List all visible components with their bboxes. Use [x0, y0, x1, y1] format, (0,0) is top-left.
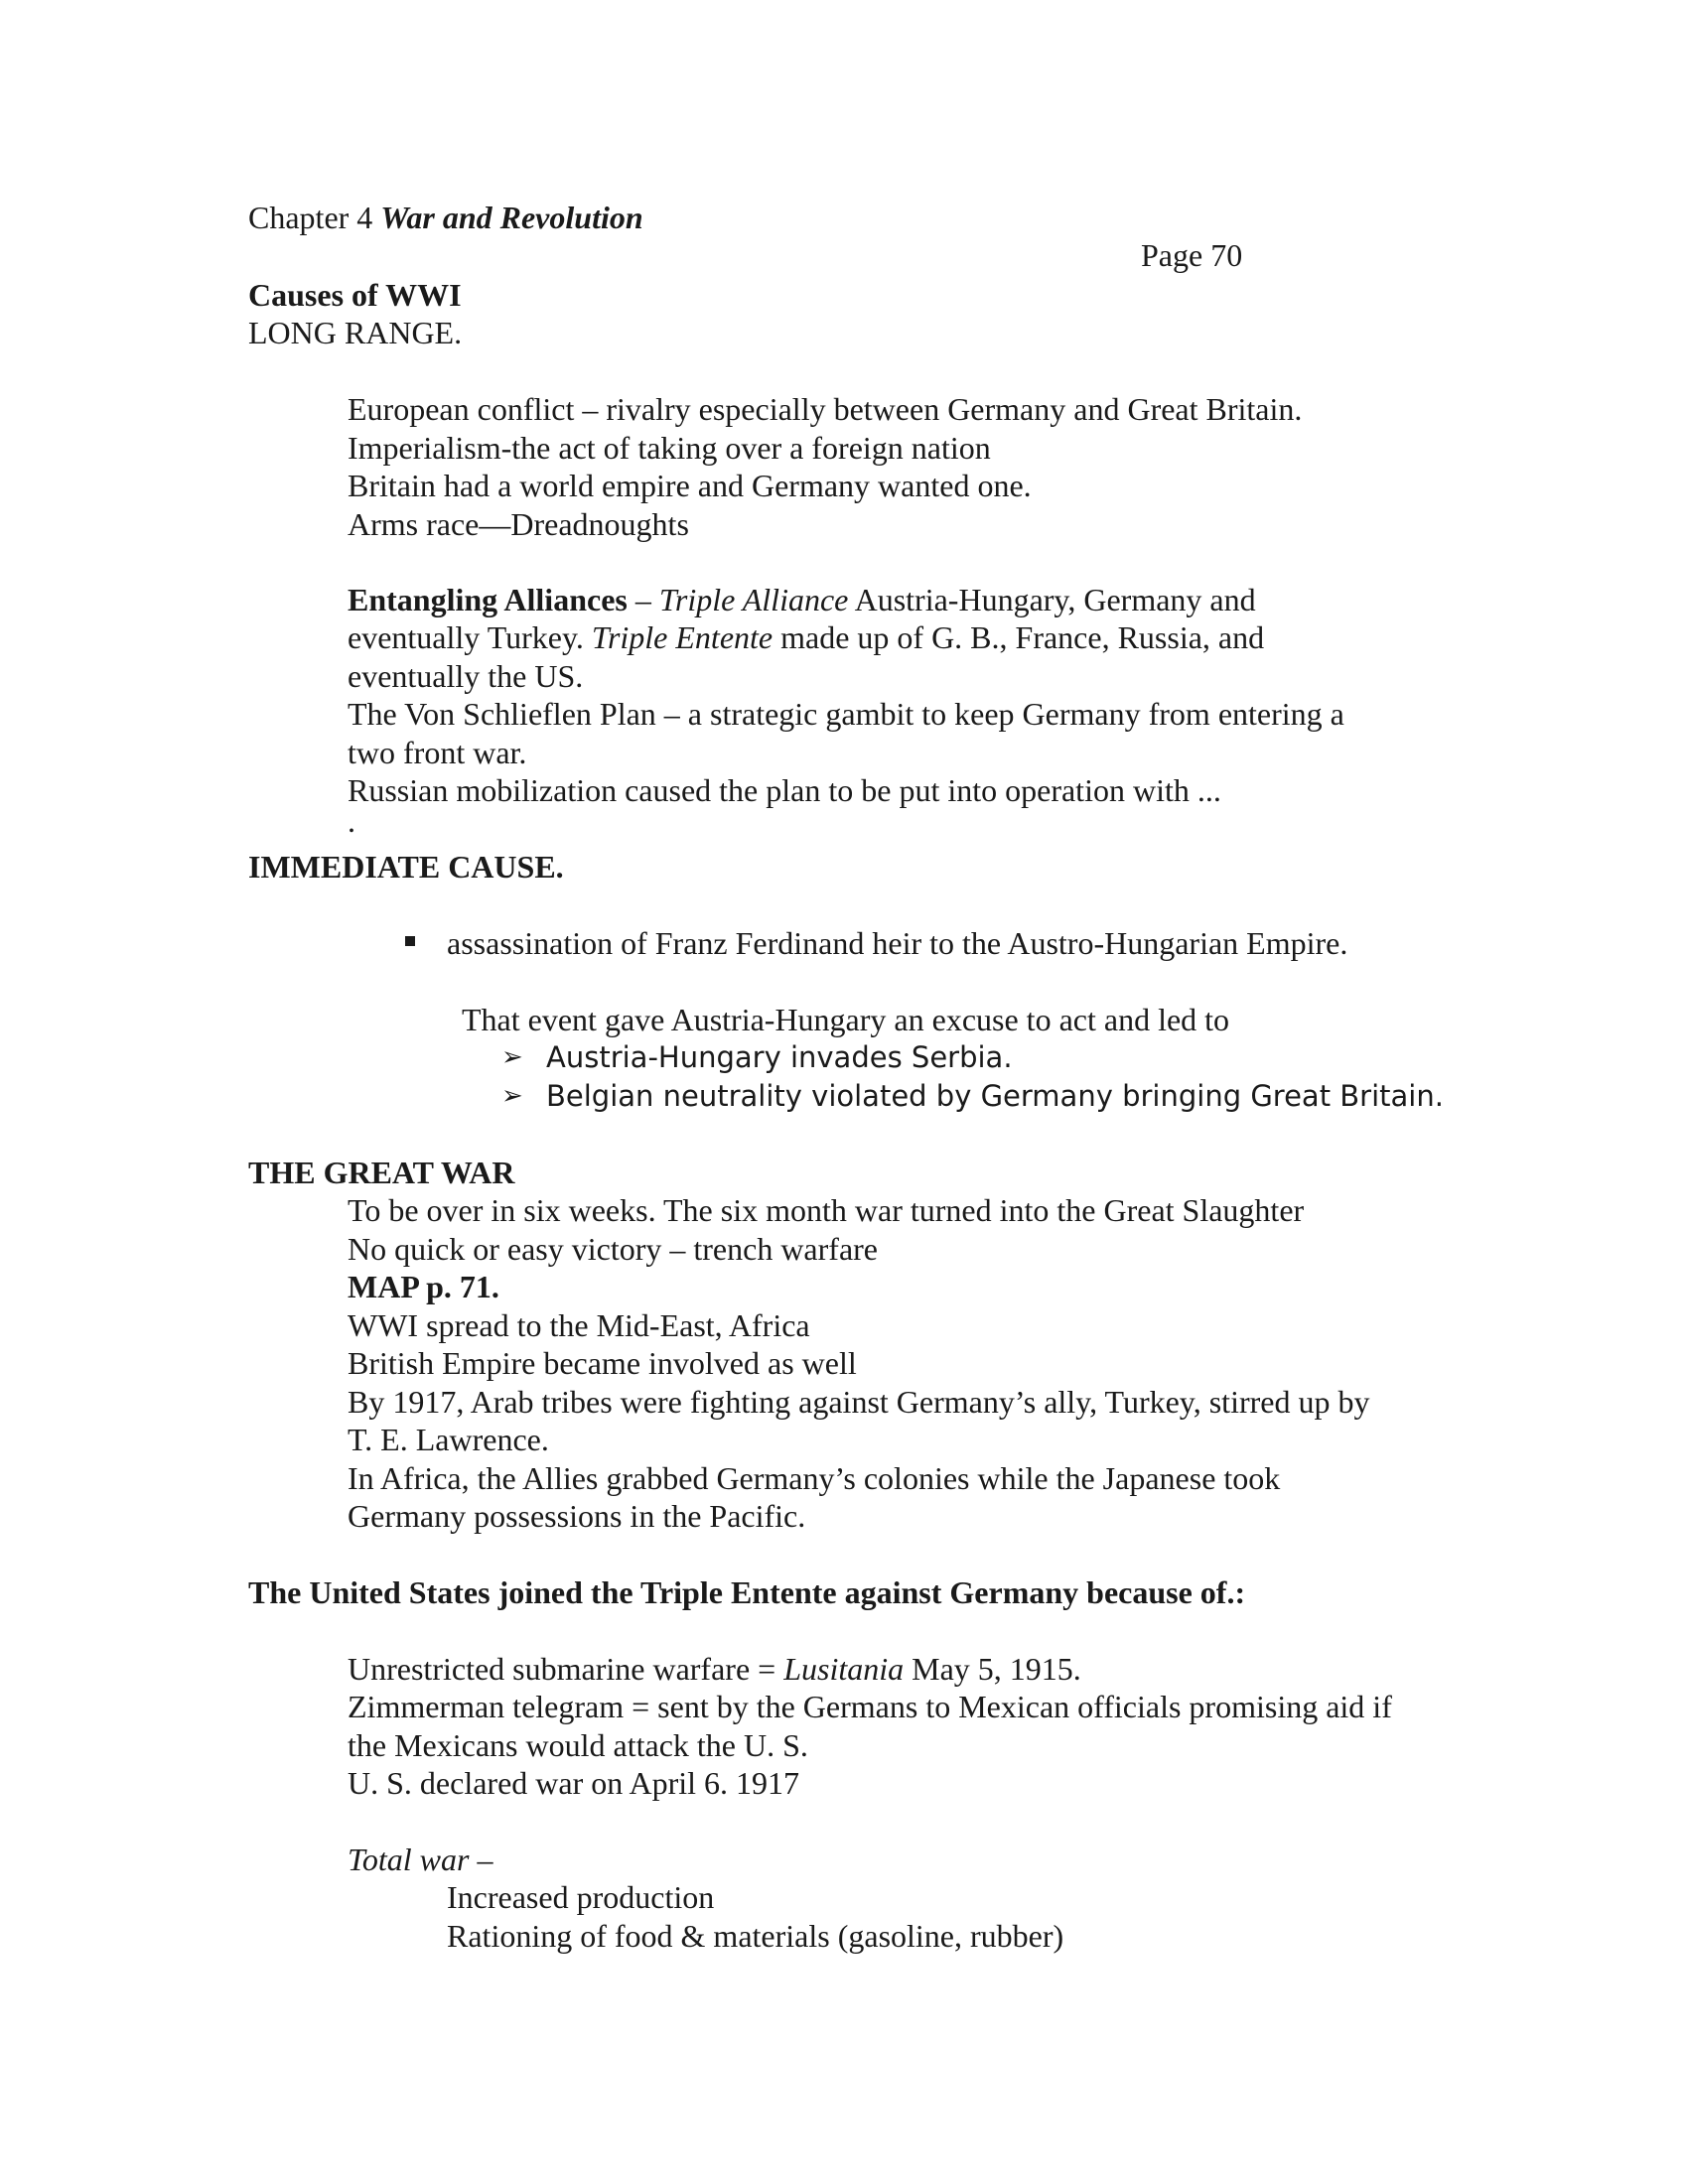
alliances-line-1: Entangling Alliances – Triple Alliance Austria-Hungary, Germany and — [348, 582, 1256, 617]
text-line: European conflict – rivalry especially between Germany and Great Britain. — [348, 391, 1303, 427]
alliances-line-3: eventually the US. — [348, 658, 584, 694]
schlieffen-line-1: The Von Schlieflen Plan – a strategic gambit to keep Germany from entering a — [348, 696, 1344, 732]
arrow-item: Austria-Hungary invades Serbia. — [546, 1040, 1013, 1074]
square-bullet-icon — [405, 936, 415, 946]
lusitania: Lusitania — [783, 1651, 905, 1687]
section-heading-causes: Causes of WWI — [248, 277, 462, 313]
total-war-item: Rationing of food & materials (gasoline, rubber) — [447, 1918, 1064, 1954]
stray-dot: . — [348, 803, 355, 839]
chapter-title: War and Revolution — [380, 200, 643, 235]
text-line: Germany possessions in the Pacific. — [348, 1498, 806, 1534]
arrow-item: Belgian neutrality violated by Germany bringing Great Britain. — [546, 1079, 1444, 1113]
total-war-item: Increased production — [447, 1879, 715, 1915]
total-war-label: Total war – — [348, 1842, 493, 1877]
bullet-item: assassination of Franz Ferdinand heir to the Austro-Hungarian Empire. — [447, 925, 1348, 961]
text-line: In Africa, the Allies grabbed Germany’s colonies while the Japanese took — [348, 1460, 1281, 1496]
schlieffen-line-2: two front war. — [348, 735, 527, 770]
arrow-bullet-icon: ➢ — [501, 1081, 523, 1111]
triple-alliance: Triple Alliance — [658, 582, 849, 617]
text-line: Arms race—Dreadnoughts — [348, 506, 689, 542]
text-line: Imperialism-the act of taking over a foreign nation — [348, 430, 991, 466]
event-line: That event gave Austria-Hungary an excuse to act and led to — [462, 1002, 1230, 1037]
text-line: By 1917, Arab tribes were fighting against Germany’s ally, Turkey, stirred up by — [348, 1384, 1370, 1420]
russian-mobilization: Russian mobilization caused the plan to be put into operation with ... — [348, 772, 1221, 808]
text-line: Britain had a world empire and Germany wanted one. — [348, 468, 1032, 503]
section-heading-us: The United States joined the Triple Entente against Germany because of.: — [248, 1574, 1246, 1610]
section-heading-immediate: IMMEDIATE CAUSE. — [248, 849, 564, 885]
text-line: To be over in six weeks. The six month war turned into the Great Slaughter — [348, 1192, 1305, 1228]
arrow-bullet-icon: ➢ — [501, 1042, 523, 1072]
alliances-line-2: eventually Turkey. Triple Entente made up of G. B., France, Russia, and — [348, 619, 1265, 655]
text-line: British Empire became involved as well — [348, 1345, 857, 1381]
triple-entente: Triple Entente — [591, 619, 774, 655]
chapter-prefix: Chapter 4 — [248, 200, 381, 235]
map-reference: MAP p. 71. — [348, 1269, 499, 1304]
subheading-long-range: LONG RANGE. — [248, 315, 463, 350]
chapter-heading — [248, 199, 643, 236]
section-heading-great-war: THE GREAT WAR — [248, 1155, 515, 1190]
submarine-line: Unrestricted submarine warfare = Lusitania May 5, 1915. — [348, 1651, 1081, 1687]
page-number: Page 70 — [1141, 237, 1243, 273]
text-line: WWI spread to the Mid-East, Africa — [348, 1307, 810, 1343]
alliances-label: Entangling Alliances — [348, 582, 628, 617]
zimmerman-line-1: Zimmerman telegram = sent by the Germans to Mexican officials promising aid if — [348, 1689, 1392, 1724]
text-line: No quick or easy victory – trench warfare — [348, 1231, 878, 1267]
declared-war-line: U. S. declared war on April 6. 1917 — [348, 1765, 800, 1801]
text-line: T. E. Lawrence. — [348, 1422, 549, 1457]
zimmerman-line-2: the Mexicans would attack the U. S. — [348, 1727, 808, 1763]
